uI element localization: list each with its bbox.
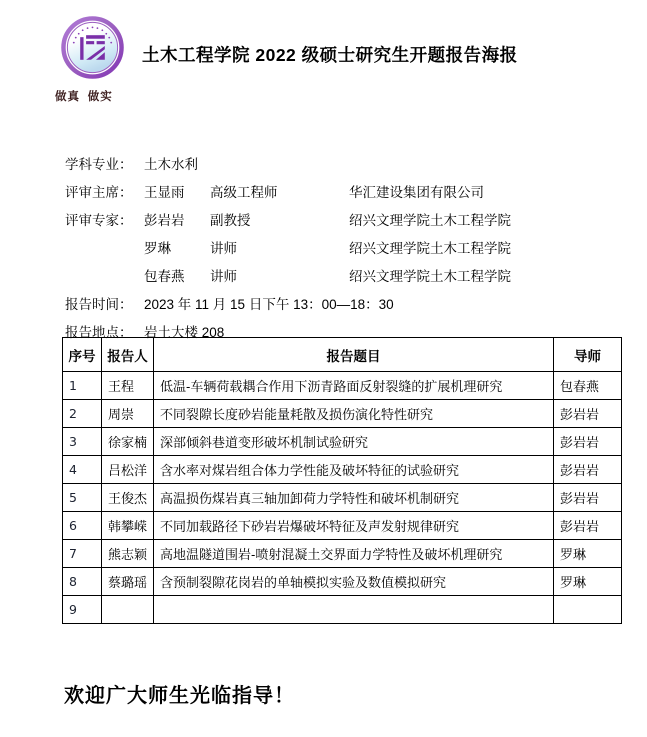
college-seal-icon [61, 16, 124, 79]
venue-value: 岩土大楼 208 [144, 325, 225, 340]
cell-topic: 深部倾斜巷道变形破坏机制试验研究 [154, 428, 554, 456]
cell-index: 7 [63, 540, 102, 568]
table-header-row [63, 338, 622, 372]
expert-name: 罗琳 [144, 241, 171, 256]
expert-org: 绍兴文理学院土木工程学院 [349, 269, 511, 284]
cell-presenter [102, 596, 154, 624]
header-mentor: 导师 [554, 338, 622, 372]
table-row [63, 596, 622, 624]
cell-topic: 不同裂隙长度砂岩能量耗散及损伤演化特性研究 [154, 400, 554, 428]
cell-presenter: 王程 [102, 372, 154, 400]
info-row-expert [65, 233, 605, 261]
cell-mentor: 彭岩岩 [554, 428, 622, 456]
chair-org: 华汇建设集团有限公司 [349, 185, 484, 200]
major-value: 土木水利 [144, 157, 198, 172]
expert-title: 讲师 [210, 269, 237, 284]
cell-index: 8 [63, 568, 102, 596]
cell-presenter: 蔡璐瑶 [102, 568, 154, 596]
cell-mentor: 彭岩岩 [554, 400, 622, 428]
cell-index: 2 [63, 400, 102, 428]
cell-topic [154, 596, 554, 624]
table-row [63, 568, 622, 596]
chair-title: 高级工程师 [210, 185, 278, 200]
header-presenter: 报告人 [102, 338, 154, 372]
cell-presenter: 韩攀嵘 [102, 512, 154, 540]
info-row-expert [65, 261, 605, 289]
cell-mentor: 彭岩岩 [554, 512, 622, 540]
info-row-major [65, 149, 605, 177]
cell-index: 6 [63, 512, 102, 540]
major-label: 学科专业： [65, 157, 133, 172]
cell-mentor: 彭岩岩 [554, 484, 622, 512]
table-row [63, 512, 622, 540]
venue-label: 报告地点： [65, 325, 133, 340]
cell-presenter: 周崇 [102, 400, 154, 428]
cell-topic: 高地温隧道围岩-喷射混凝土交界面力学特性及破坏机理研究 [154, 540, 554, 568]
table-row [63, 372, 622, 400]
chair-name: 王显雨 [144, 185, 185, 200]
cell-topic: 低温-车辆荷载耦合作用下沥青路面反射裂缝的扩展机理研究 [154, 372, 554, 400]
cell-topic: 不同加载路径下砂岩岩爆破坏特征及声发射规律研究 [154, 512, 554, 540]
expert-name: 包春燕 [144, 269, 185, 284]
time-value: 2023 年 11 月 15 日下午 13：00—18：30 [144, 297, 394, 312]
cell-mentor: 罗琳 [554, 568, 622, 596]
info-row-expert [65, 205, 605, 233]
cell-index: 9 [63, 596, 102, 624]
expert-org: 绍兴文理学院土木工程学院 [349, 241, 511, 256]
table-row [63, 456, 622, 484]
header-index: 序号 [63, 338, 102, 372]
cell-mentor: 包春燕 [554, 372, 622, 400]
info-section [65, 149, 605, 345]
table-row [63, 484, 622, 512]
cell-index: 4 [63, 456, 102, 484]
expert-title: 讲师 [210, 241, 237, 256]
cell-presenter: 王俊杰 [102, 484, 154, 512]
cell-mentor: 罗琳 [554, 540, 622, 568]
table-row [63, 428, 622, 456]
cell-topic: 高温损伤煤岩真三轴加卸荷力学特性和破坏机制研究 [154, 484, 554, 512]
table-row [63, 400, 622, 428]
cell-mentor [554, 596, 622, 624]
welcome-text: 欢迎广大师生光临指导！ [64, 685, 295, 707]
poster-header [0, 0, 647, 140]
cell-presenter: 熊志颖 [102, 540, 154, 568]
experts-label: 评审专家： [65, 213, 133, 228]
table-row [63, 540, 622, 568]
info-row-time [65, 289, 605, 317]
schedule-table [62, 337, 622, 624]
expert-org: 绍兴文理学院土木工程学院 [349, 213, 511, 228]
cell-mentor: 彭岩岩 [554, 456, 622, 484]
chair-label: 评审主席： [65, 185, 133, 200]
cell-topic: 含水率对煤岩组合体力学性能及破坏特征的试验研究 [154, 456, 554, 484]
cell-presenter: 徐家楠 [102, 428, 154, 456]
time-label: 报告时间： [65, 297, 133, 312]
cell-index: 5 [63, 484, 102, 512]
cell-topic: 含预制裂隙花岗岩的单轴模拟实验及数值模拟研究 [154, 568, 554, 596]
header-topic: 报告题目 [154, 338, 554, 372]
cell-presenter: 吕松洋 [102, 456, 154, 484]
expert-name: 彭岩岩 [144, 213, 185, 228]
info-row-chair [65, 177, 605, 205]
cell-index: 3 [63, 428, 102, 456]
cell-index: 1 [63, 372, 102, 400]
expert-title: 副教授 [210, 213, 251, 228]
seal-motto: 做真 做实 [55, 91, 113, 103]
page-title: 土木工程学院 2022 级硕士研究生开题报告海报 [142, 45, 518, 65]
